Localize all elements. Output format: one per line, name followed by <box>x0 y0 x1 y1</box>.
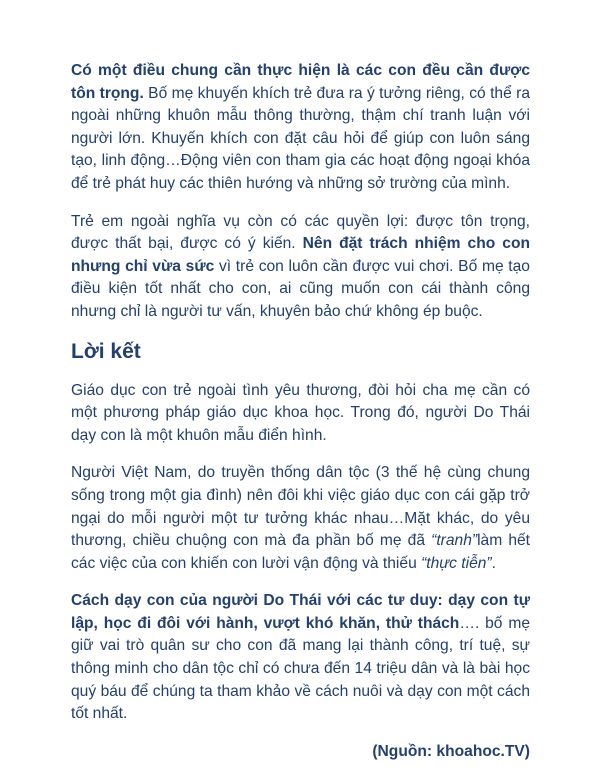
text-span: …. bố mẹ giữ vai trò quân sư cho con đã mang lại thành công, trí tuệ, sự thông minh cho dân tộc chỉ có chưa đến 14 triệu dân và là bài học quý báu để chúng ta tham khảo về cách nuôi và dạy con một cách tốt nhất. <box>71 614 530 723</box>
paragraph-p2 <box>71 211 530 324</box>
text-span: vì trẻ con luôn cần được vui chơi. Bố mẹ tạo điều kiện tốt nhất cho con, ai cũng muốn con cái thành công nhưng chỉ là người tư vấn, khuyên bảo chứ không ép buộc. <box>71 257 530 320</box>
text-span: Người Việt Nam, do truyền thống dân tộc (3 thế hệ cùng chung sống trong một gia đình) nên đôi khi việc giáo dục con cái gặp trở ngại do mỗi người một tư tưởng khác nhau…Mặt khác, do yêu thương, chiều chuộng con mà đa phần bố mẹ đã <box>71 464 530 550</box>
bold-text-span: Cách dạy con của người Do Thái với các tư duy: dạy con tự lập, học đi đôi với hành, vượt khó khăn, thử thách <box>71 592 530 632</box>
text-span: Trẻ em ngoài nghĩa vụ còn có các quyền lợi: được tôn trọng, được thất bại, được có ý kiến. <box>71 212 530 253</box>
source-credit: (Nguồn: khoahoc.TV) <box>372 742 530 760</box>
italic-text-span: “thực tiễn” <box>421 554 492 572</box>
italic-text-span: “tranh” <box>431 532 478 550</box>
paragraph-p3 <box>71 380 530 448</box>
text-span: Giáo dục con trẻ ngoài tình yêu thương, đòi hỏi cha mẹ cần có một phương pháp giáo dục khoa học. Trong đó, người Do Thái dạy con là một khuôn mẫu điển hình. <box>71 381 530 444</box>
article-body <box>71 60 530 726</box>
text-span: làm hết các việc của con khiến con lười vận động và thiếu <box>71 532 530 572</box>
bold-text-span: Có một điều chung cần thực hiện là các con đều cần được tôn trọng. <box>71 62 530 102</box>
paragraph-p4 <box>71 462 530 575</box>
paragraph-p5 <box>71 590 530 726</box>
text-span: Bố mẹ khuyến khích trẻ đưa ra ý tưởng riêng, có thể ra ngoài những khuôn mẫu thông thường, thậm chí tranh luận với người lớn. Khuyến khích con đặt câu hỏi để giúp con luôn sáng tạo, linh động…Động viên con tham gia các hoạt động ngoại khóa để trẻ phát huy các thiên hướng và những sở trường của mình. <box>71 84 530 192</box>
paragraph-p1 <box>71 60 530 196</box>
text-span: . <box>491 554 496 572</box>
section-heading: Lời kết <box>71 339 141 363</box>
bold-text-span: Nên đặt trách nhiệm cho con nhưng chỉ vừa sức <box>71 235 530 275</box>
